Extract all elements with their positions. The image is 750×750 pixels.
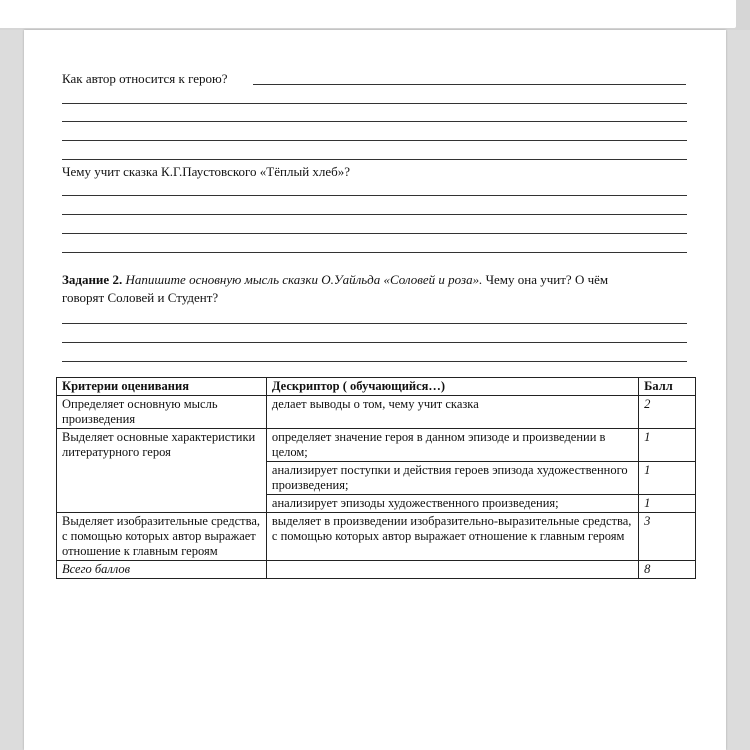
total-empty-cell xyxy=(266,561,638,579)
criterion-cell: Определяет основную мысль произведения xyxy=(57,396,267,429)
document-page xyxy=(24,30,726,750)
criterion-cell: Выделяет основные характеристики литературного героя xyxy=(57,429,267,513)
score-cell: 1 xyxy=(639,495,696,513)
question-1-text: Как автор относится к герою? xyxy=(62,71,228,86)
answer-line xyxy=(62,159,687,160)
header-descriptor: Дескриптор ( обучающийся…) xyxy=(266,378,638,396)
table-total-row xyxy=(57,561,696,579)
previous-page-edge xyxy=(0,0,736,28)
score-cell: 1 xyxy=(639,429,696,462)
table-row xyxy=(57,513,696,561)
task-2-question-cont: говорят Соловей и Студент? xyxy=(62,290,219,305)
task-2 xyxy=(62,271,692,307)
score-cell: 2 xyxy=(639,396,696,429)
table-header-row xyxy=(57,378,696,396)
score-cell: 3 xyxy=(639,513,696,561)
answer-line xyxy=(62,103,687,104)
descriptor-cell: анализирует поступки и действия героев эпизода художественного произведения; xyxy=(266,462,638,495)
answer-line xyxy=(62,214,687,215)
task-2-question: Чему она учит? О чём xyxy=(482,272,609,287)
task-2-instruction: Напишите основную мысль сказки О.Уайльда «Соловей и роза». xyxy=(125,272,483,287)
question-1 xyxy=(62,71,228,87)
answer-line xyxy=(62,140,687,141)
answer-line xyxy=(62,361,687,362)
answer-line xyxy=(62,342,687,343)
table-row xyxy=(57,429,696,462)
answer-line xyxy=(62,252,687,253)
answer-line xyxy=(62,121,687,122)
descriptor-cell: делает выводы о том, чему учит сказка xyxy=(266,396,638,429)
task-2-label: Задание 2. xyxy=(62,272,123,287)
answer-line xyxy=(62,195,687,196)
answer-line xyxy=(253,84,686,85)
descriptor-cell: анализирует эпизоды художественного произведения; xyxy=(266,495,638,513)
descriptor-cell: выделяет в произведении изобразительно-выразительные средства, с помощью которых автор выражает отношение к главным героям xyxy=(266,513,638,561)
question-2 xyxy=(62,164,350,180)
criteria-table xyxy=(56,377,696,579)
criterion-cell: Выделяет изобразительные средства, с помощью которых автор выражает отношение к главным героям xyxy=(57,513,267,561)
score-cell: 1 xyxy=(639,462,696,495)
question-2-text: Чему учит сказка К.Г.Паустовского «Тёплый хлеб»? xyxy=(62,164,351,179)
total-score: 8 xyxy=(639,561,696,579)
answer-line xyxy=(62,233,687,234)
header-criteria: Критерии оценивания xyxy=(57,378,267,396)
table-row xyxy=(57,396,696,429)
descriptor-cell: определяет значение героя в данном эпизоде и произведении в целом; xyxy=(266,429,638,462)
answer-line xyxy=(62,323,687,324)
header-score: Балл xyxy=(639,378,696,396)
total-label: Всего баллов xyxy=(57,561,267,579)
